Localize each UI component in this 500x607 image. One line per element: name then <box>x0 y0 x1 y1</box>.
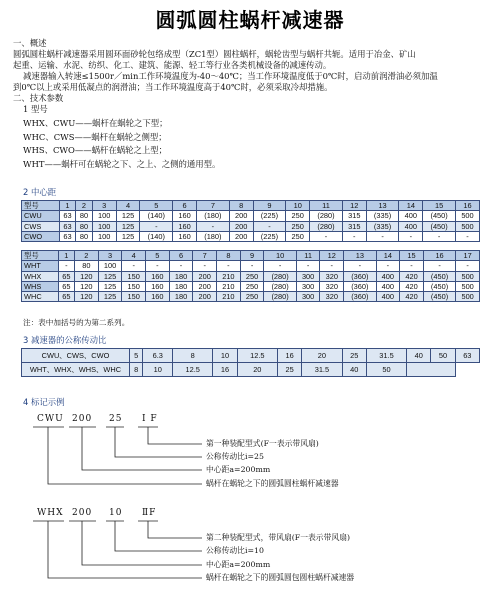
table-cell: 125 <box>116 221 140 231</box>
ratio-cell: 8 <box>173 349 213 363</box>
table-cell: 300 <box>296 271 320 281</box>
overview-paragraph-line-4: 到0℃以上或采用低凝点的润滑油；当工作环境温度高于40℃时，必须采取冷却措施。 <box>13 82 333 92</box>
ex2-code-distance: 200 <box>72 508 93 518</box>
table-cell: 8 <box>229 201 253 211</box>
table-cell: 63 <box>59 221 76 231</box>
ex1-code-assembly: I F <box>142 414 158 424</box>
ratio-cell: 20 <box>237 363 277 377</box>
table-cell: 315 <box>342 221 366 231</box>
ex1-label-ratio: 公称传动比i=25 <box>206 452 264 461</box>
table-cell: 13 <box>366 201 399 211</box>
table-cell: 14 <box>399 201 423 211</box>
table-cell: - <box>376 261 400 271</box>
table-cell: 420 <box>400 271 424 281</box>
table-cell: 160 <box>173 211 197 221</box>
ex2-label-assembly: 第二种装配型式，带风扇(F一表示带风扇) <box>206 533 351 542</box>
table-cell: 2 <box>76 201 93 211</box>
table-cell: (180) <box>197 231 230 241</box>
row-label-cell: CWS <box>22 221 60 231</box>
table-cell: 7 <box>193 251 217 261</box>
table-cell: 320 <box>320 281 344 291</box>
table-cell: (450) <box>423 281 455 291</box>
ex1-code-model: CWU <box>37 414 64 424</box>
table-cell: 13 <box>344 251 376 261</box>
ratio-cell: 10 <box>143 363 173 377</box>
table-cell: 300 <box>296 292 320 302</box>
ex2-code-ratio: 10 <box>109 508 123 518</box>
table-cell: 17 <box>456 251 480 261</box>
table-cell: 80 <box>76 231 93 241</box>
table-cell: 180 <box>169 292 193 302</box>
table-cell: - <box>58 261 74 271</box>
table-cell: 65 <box>58 281 74 291</box>
table-cell: 16 <box>423 251 455 261</box>
ex2-code-model: WHX <box>37 508 64 518</box>
model-line: WHC、CWS——蜗杆在蜗轮之侧型； <box>23 131 167 142</box>
ratio-cell: 50 <box>431 349 455 363</box>
row-label-cell: WHX <box>22 271 59 281</box>
model-line: WHT——蜗杆可在蜗轮之下、之上、之侧的通用型。 <box>23 158 221 169</box>
table-cell: 250 <box>240 292 264 302</box>
table-cell: 12 <box>342 201 366 211</box>
ratio-cell: 31.5 <box>302 363 342 377</box>
table-cell: 160 <box>173 221 197 231</box>
table-cell: 250 <box>286 221 310 231</box>
table-cell: 180 <box>169 281 193 291</box>
ratio-cell: 20 <box>302 349 342 363</box>
ex1-code-distance: 200 <box>72 414 93 424</box>
table-cell: 5 <box>140 201 173 211</box>
table-cell: (280) <box>264 281 296 291</box>
table-cell: 210 <box>217 271 241 281</box>
ratio-model-cell: WHT、WHX、WHS、WHC <box>22 363 130 377</box>
table-cell: (180) <box>197 211 230 221</box>
table-cell: (225) <box>253 231 286 241</box>
table-cell: 300 <box>296 281 320 291</box>
table-cell: - <box>217 261 241 271</box>
table-cell: 10 <box>264 251 296 261</box>
table-cell: 125 <box>98 292 122 302</box>
model-line: WHX、CWU——蜗杆在蜗轮之下型； <box>23 118 168 128</box>
table-cell: 210 <box>217 292 241 302</box>
table-cell: 250 <box>286 231 310 241</box>
table-cell: 4 <box>122 251 146 261</box>
ratio-cell: 40 <box>342 363 366 377</box>
ratio-cell: 25 <box>278 363 302 377</box>
table-cell: 125 <box>98 271 122 281</box>
table-cell: - <box>310 231 343 241</box>
table-cell: 11 <box>310 201 343 211</box>
table-cell: 200 <box>193 271 217 281</box>
table-cell: 125 <box>116 211 140 221</box>
table-cell: - <box>344 261 376 271</box>
table-cell: 65 <box>58 271 74 281</box>
table-cell: 80 <box>76 221 93 231</box>
table-cell: (360) <box>344 271 376 281</box>
table-cell: - <box>320 261 344 271</box>
ratio-cell: 10 <box>213 349 237 363</box>
table-cell: - <box>296 261 320 271</box>
table-cell: - <box>366 231 399 241</box>
overview-heading: 一、概述 <box>13 38 47 48</box>
table-cell: 400 <box>399 221 423 231</box>
table-cell: 500 <box>456 281 480 291</box>
table-cell: 5 <box>146 251 170 261</box>
table-cell: (140) <box>140 231 173 241</box>
table-cell: 7 <box>197 201 230 211</box>
table-cell: 100 <box>92 221 116 231</box>
table-cell: 400 <box>399 211 423 221</box>
table-cell: - <box>342 231 366 241</box>
table-cell: 200 <box>193 281 217 291</box>
table-cell: 500 <box>455 211 479 221</box>
table-cell: 16 <box>455 201 479 211</box>
model-heading: 1 型号 <box>23 104 48 114</box>
ratio-cell: 25 <box>342 349 366 363</box>
ex2-code-assembly: ⅡF <box>142 508 157 518</box>
specs-heading: 二、技术参数 <box>13 93 64 103</box>
table-cell: 10 <box>286 201 310 211</box>
table-cell: 65 <box>58 292 74 302</box>
table-cell: - <box>240 261 264 271</box>
table-cell: 11 <box>296 251 320 261</box>
table-cell: - <box>197 221 230 231</box>
ex2-label-model: 蜗杆在蜗轮之下的圆弧圆包圆柱蜗杆减速器 <box>206 573 355 582</box>
table-cell: 14 <box>376 251 400 261</box>
ratio-cell: 12.5 <box>237 349 277 363</box>
table-cell: 250 <box>240 281 264 291</box>
table-cell: (280) <box>264 271 296 281</box>
table-cell: 420 <box>400 292 424 302</box>
table-cell: (140) <box>140 211 173 221</box>
table-cell: 6 <box>169 251 193 261</box>
row-label-cell: WHT <box>22 261 59 271</box>
ratio-cell: 16 <box>213 363 237 377</box>
ex1-label-assembly: 第一种装配型式(F一表示带风扇) <box>206 439 319 448</box>
table-cell: 160 <box>146 292 170 302</box>
table-cell: 9 <box>253 201 286 211</box>
table-cell: 9 <box>240 251 264 261</box>
table-cell: (280) <box>310 221 343 231</box>
table-note: 注：表中加括号的为第二系列。 <box>23 318 130 327</box>
table-cell: 160 <box>146 271 170 281</box>
table-cell: - <box>140 221 173 231</box>
ratio-cell: 63 <box>455 349 479 363</box>
table-cell: 63 <box>59 211 76 221</box>
table-cell: 200 <box>229 221 253 231</box>
ratio-cell: 5 <box>130 349 143 363</box>
table-cell: 180 <box>169 271 193 281</box>
table-cell: - <box>122 261 146 271</box>
overview-paragraph-line-3: 减速器输入转速≤1500r／min工作环境温度为-40～40℃；当工作环境温度低于0℃时，启动前润滑油必须加温 <box>23 71 438 81</box>
row-label-cell: CWU <box>22 211 60 221</box>
table-cell: 3 <box>98 251 122 261</box>
table-cell: 15 <box>400 251 424 261</box>
table-cell: 250 <box>240 271 264 281</box>
table-cell: 63 <box>59 231 76 241</box>
table-cell: 420 <box>400 281 424 291</box>
ex1-code-ratio: 25 <box>109 414 123 424</box>
table-cell: 120 <box>75 281 99 291</box>
table-cell: 80 <box>75 261 99 271</box>
row-label-cell: WHS <box>22 281 59 291</box>
ratio-cell: 40 <box>407 349 431 363</box>
table-cell: (335) <box>366 211 399 221</box>
ratio-cell: 50 <box>366 363 406 377</box>
table-cell: 500 <box>456 271 480 281</box>
ratio-cell: 6.3 <box>143 349 173 363</box>
table-cell: 250 <box>286 211 310 221</box>
table-cell: (450) <box>423 292 455 302</box>
model-line: WHS、CWO——蜗杆在蜗轮之上型； <box>23 145 168 155</box>
table-cell: (280) <box>264 292 296 302</box>
ex1-label-model: 蜗杆在蜗轮之下的圆弧圆柱蜗杆减速器 <box>206 479 339 488</box>
ex2-label-distance: 中心距a=200mm <box>206 560 271 569</box>
table-cell: - <box>423 261 455 271</box>
ratio-heading: 3 减速器的公称传动比 <box>23 335 107 345</box>
table-cell: (225) <box>253 211 286 221</box>
ratio-cell: 31.5 <box>366 349 406 363</box>
table-cell: 150 <box>122 271 146 281</box>
table-cell: (360) <box>344 281 376 291</box>
ex1-label-distance: 中心距a=200mm <box>206 465 271 474</box>
table-cell: 100 <box>92 231 116 241</box>
ratio-cell: 16 <box>278 349 302 363</box>
ex2-label-ratio: 公称传动比i=10 <box>206 546 264 555</box>
table-cell: 2 <box>75 251 99 261</box>
ratio-model-cell: CWU、CWS、CWO <box>22 349 130 363</box>
table-cell: 150 <box>122 281 146 291</box>
table-cell: 320 <box>320 292 344 302</box>
table-cell: - <box>264 261 296 271</box>
table-cell: 400 <box>376 281 400 291</box>
table-cell: - <box>399 231 423 241</box>
table-cell: 1 <box>59 201 76 211</box>
table-cell: 320 <box>320 271 344 281</box>
table-cell: 3 <box>92 201 116 211</box>
table-cell: 210 <box>217 281 241 291</box>
table-cell: 200 <box>229 211 253 221</box>
table-cell: - <box>455 231 479 241</box>
table-cell: - <box>423 231 456 241</box>
table-cell: 315 <box>342 211 366 221</box>
table-cell: 6 <box>173 201 197 211</box>
center-distance-heading: 2 中心距 <box>23 187 57 197</box>
row-label-cell: CWO <box>22 231 60 241</box>
table-cell: 120 <box>75 271 99 281</box>
overview-paragraph-line-1: 圆弧圆柱蜗杆减速器采用圆环面砂轮包络成型（ZC1型）圆柱蜗杆，蜗轮齿型与蜗杆共轭。适用于冶金、矿山 <box>13 49 416 59</box>
table-cell: (450) <box>423 211 456 221</box>
table-cell: 1 <box>58 251 74 261</box>
table-cell: 120 <box>75 292 99 302</box>
table-cell: 150 <box>122 292 146 302</box>
page-title: 圆弧圆柱蜗杆减速器 <box>155 8 345 32</box>
ratio-cell: 8 <box>130 363 143 377</box>
table-cell: 160 <box>173 231 197 241</box>
table-cell: 4 <box>116 201 140 211</box>
table-cell: 200 <box>193 292 217 302</box>
table-cell: (450) <box>423 271 455 281</box>
table-cell: 80 <box>76 211 93 221</box>
table-cell: 100 <box>92 211 116 221</box>
row-label-cell: 型号 <box>22 201 60 211</box>
table-cell: 100 <box>98 261 122 271</box>
table-cell: 125 <box>116 231 140 241</box>
table-cell: - <box>456 261 480 271</box>
table-cell: (335) <box>366 221 399 231</box>
table-cell: 125 <box>98 281 122 291</box>
overview-paragraph-line-2: 起重、运输、水泥、纺织、化工、建筑、能源、轻工等行业各类机械设备的减速传动。 <box>13 60 332 70</box>
marking-heading: 4 标记示例 <box>23 397 65 407</box>
table-cell: 500 <box>455 221 479 231</box>
table-cell: - <box>146 261 170 271</box>
table-cell: - <box>169 261 193 271</box>
table-cell: (280) <box>310 211 343 221</box>
table-cell: 200 <box>229 231 253 241</box>
row-label-cell: 型号 <box>22 251 59 261</box>
table-cell: 400 <box>376 292 400 302</box>
ratio-cell: 12.5 <box>173 363 213 377</box>
table-cell: - <box>253 221 286 231</box>
row-label-cell: WHC <box>22 292 59 302</box>
table-cell: - <box>400 261 424 271</box>
table-cell: (450) <box>423 221 456 231</box>
table-cell: 400 <box>376 271 400 281</box>
table-cell: 500 <box>456 292 480 302</box>
table-cell: 160 <box>146 281 170 291</box>
table-cell: 8 <box>217 251 241 261</box>
table-cell: 15 <box>423 201 456 211</box>
table-cell: - <box>193 261 217 271</box>
table-cell: 12 <box>320 251 344 261</box>
table-cell: (360) <box>344 292 376 302</box>
